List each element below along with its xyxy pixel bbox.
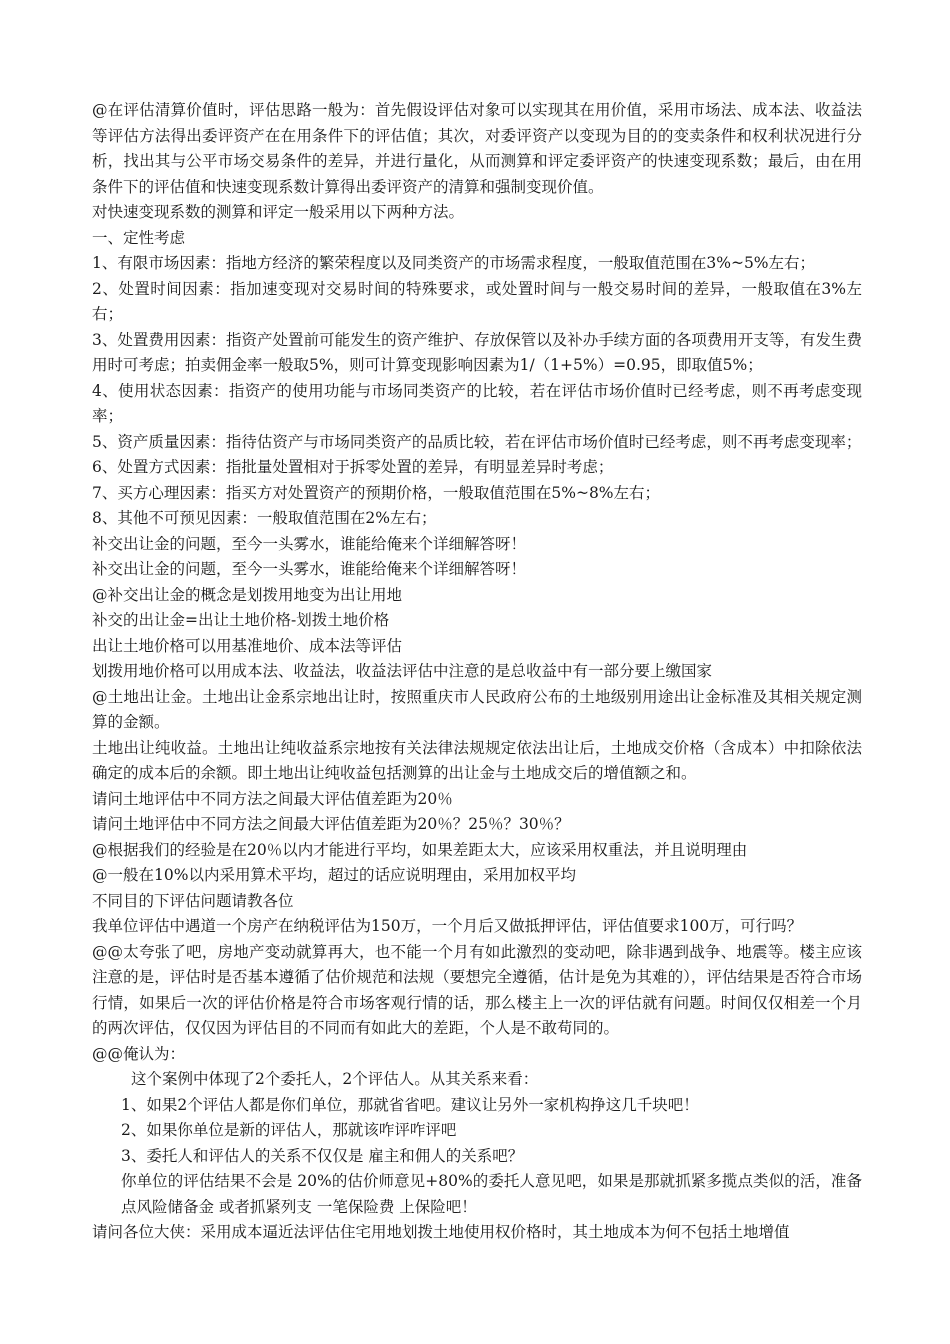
paragraph: @根据我们的经验是在20％以内才能进行平均，如果差距太大，应该采用权重法，并且说明理由 [92,840,748,859]
list-item: 4、使用状态因素：指资产的使用功能与市场同类资产的比较，若在评估市场价值时已经考虑，则不再考虑变现率； [92,381,862,425]
paragraph: 请问土地评估中不同方法之间最大评估值差距为20％ [92,789,453,808]
list-item: 2、处置时间因素：指加速变现对交易时间的特殊要求，或处置时间与一般交易时间的差异，一般取值在3%左右； [92,279,862,323]
list-item: 6、处置方式因素：指批量处置相对于拆零处置的差异，有明显差异时考虑； [92,458,614,476]
list-item: 3、处置费用因素：指资产处置前可能发生的资产维护、存放保管以及补办手续方面的各项费用开支等，有发生费用时可考虑；拍卖佣金率一般取5%，则可计算变现影响因素为1/（1+5%）=0.95，即取值5%； [92,330,862,374]
paragraph: @@俺认为： [92,1044,186,1063]
document-body [92,98,862,1246]
paragraph: 我单位评估中遇道一个房产在纳税评估为150万，一个月后又做抵押评估，评估值要求100万，可行吗？ [92,917,803,935]
paragraph: 这个案例中体现了2个委托人，2个评估人。从其关系来看： [131,1070,539,1088]
paragraph: 划拨用地价格可以用成本法、收益法，收益法评估中注意的是总收益中有一部分要上缴国家 [92,662,713,680]
paragraph: 对快速变现系数的测算和评定一般采用以下两种方法。 [92,203,465,221]
list-item: 1、如果2个评估人都是你们单位，那就省省吧。建议让另外一家机构挣这几千块吧！ [121,1095,699,1114]
list-item: 5、资产质量因素：指待估资产与市场同类资产的品质比较，若在评估市场价值时已经考虑，则不再考虑变现率； [92,432,862,451]
paragraph: 出让土地价格可以用基准地价、成本法等评估 [92,636,403,655]
paragraph: 补交的出让金=出让土地价格-划拨土地价格 [92,611,390,629]
list-item: 1、有限市场因素：指地方经济的繁荣程度以及同类资产的市场需求程度，一般取值范围在3%~5%左右； [92,254,816,272]
paragraph: 补交出让金的问题，至今一头雾水，谁能给俺来个详细解答呀！ [92,534,527,553]
paragraph: 补交出让金的问题，至今一头雾水，谁能给俺来个详细解答呀！ [92,560,527,578]
paragraph: 不同目的下评估问题请教各位 [92,891,294,910]
paragraph: @@太夸张了吧，房地产变动就算再大，也不能一个月有如此激烈的变动吧，除非遇到战争、地震等。楼主应该注意的是，评估时是否基本遵循了估价规范和法规（要想完全遵循，估计是免为其难的），评估结果是否符合市场行情，如果后一次的评估价格是符合市场客观行情的话，那么楼主上一次的评估就有问题。时间仅仅相差一个月的两次评估，仅仅因为评估目的不同而有如此大的差距，个人是不敢苟同的。 [92,942,862,1037]
section-heading: 一、定性考虑 [92,228,186,247]
paragraph: @一般在10%以内采用算术平均，超过的话应说明理由，采用加权平均 [92,866,576,884]
list-item: 2、如果你单位是新的评估人，那就该咋评咋评吧 [121,1121,457,1139]
list-item: 3、委托人和评估人的关系不仅仅是 雇主和佣人的关系吧？ [121,1146,524,1165]
paragraph: @在评估清算价值时，评估思路一般为：首先假设评估对象可以实现其在用价值，采用市场法、成本法、收益法等评估方法得出委评资产在在用条件下的评估值；其次，对委评资产以变现为目的的变卖条件和权利状况进行分析，找出其与公平市场交易条件的差异，并进行量化，从而测算和评定委评资产的快速变现系数；最后，由在用条件下的评估值和快速变现系数计算得出委评资产的清算和强制变现价值。 [92,101,862,196]
paragraph: @土地出让金。土地出让金系宗地出让时，按照重庆市人民政府公布的土地级别用途出让金标准及其相关规定测算的金额。 [92,687,862,731]
paragraph: 你单位的评估结果不会是 20%的估价师意见+80%的委托人意见吧，如果是那就抓紧多揽点类似的活，准备点风险储备金 或者抓紧列支 一笔保险费 上保险吧！ [121,1172,862,1216]
paragraph: 请问各位大侠：采用成本逼近法评估住宅用地划拨土地使用权价格时，其土地成本为何不包括土地增值 [92,1223,790,1241]
list-item: 8、其他不可预见因素：一般取值范围在2%左右； [92,509,437,527]
paragraph: 请问土地评估中不同方法之间最大评估值差距为20％？25％？30％？ [92,815,570,833]
paragraph: @补交出让金的概念是划拨用地变为出让用地 [92,585,403,604]
paragraph: 土地出让纯收益。土地出让纯收益系宗地按有关法律法规规定依法出让后，土地成交价格（含成本）中扣除依法确定的成本后的余额。即土地出让纯收益包括测算的出让金与土地成交后的增值额之和。 [92,738,862,782]
list-item: 7、买方心理因素：指买方对处置资产的预期价格，一般取值范围在5%~8%左右； [92,483,661,502]
